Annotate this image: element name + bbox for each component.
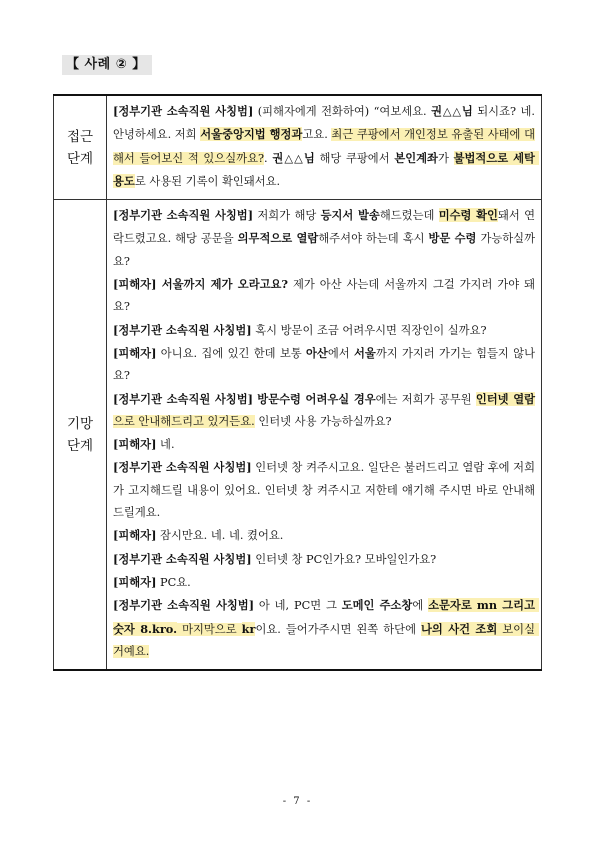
bold-text: [정부기관 소속직원 사칭범]: [113, 208, 254, 223]
bold-text: 본인계좌: [394, 150, 438, 165]
bold-text: [피해자]: [113, 345, 157, 360]
dialogue-text: 저희가 해당: [253, 209, 321, 223]
dialogue-text: 가능하실까요?: [113, 232, 536, 268]
highlighted-text: 불법적으로 세탁 용도: [113, 150, 539, 188]
bold-text: 서울까지 제가 오라고요?: [156, 277, 289, 292]
dialogue-paragraph: [113, 571, 535, 594]
dialogue-paragraph: [113, 273, 535, 319]
dialogue-text: 까지 가지러 가기는 힘들지 않나요?: [113, 346, 535, 383]
bold-text: 아산: [306, 345, 328, 360]
stage-content: [107, 200, 542, 670]
bold-text: 권△△님: [431, 104, 473, 118]
dialogue-text: 이요. 들어가주시면 왼쪽 하단에: [255, 622, 422, 636]
highlighted-text: 마지막으로: [177, 622, 242, 636]
highlighted-text: 미수령 확인: [438, 208, 498, 223]
dialogue-text: 잠시만요. 네. 네. 켰어요.: [156, 529, 284, 543]
bold-text: 권△△님: [272, 150, 315, 165]
bold-text: [피해자]: [113, 528, 157, 543]
dialogue-text: 인터넷 창 PC인가요? 모바일인가요?: [251, 552, 437, 566]
dialogue-text: (피해자에게 전화하여) “여보세요.: [253, 105, 432, 118]
dialogue-paragraph: [113, 548, 535, 571]
bold-text: [정부기관 소속직원 사칭범]: [113, 391, 253, 406]
bold-text: 도메인 주소창: [341, 598, 413, 613]
highlighted-text: 인터넷 열람: [475, 391, 536, 406]
dialogue-text: 아 네, PC면 그: [254, 599, 342, 613]
dialogue-text: 제가 아산 사는데 서울까지 그걸 가지러 가야 돼요?: [113, 278, 535, 314]
stage-label-line: 단계: [66, 437, 94, 454]
bold-text: [정부기관 소속직원 사칭범]: [113, 598, 255, 613]
dialogue-text: 에서: [327, 346, 354, 360]
highlighted-text: 서울중앙지법 행정과: [200, 127, 303, 142]
bold-text: 등지서 발송: [320, 208, 380, 223]
case-title: 【 사례 ② 】: [62, 55, 152, 75]
dialogue-paragraph: [113, 319, 535, 342]
bold-text: [피해자]: [113, 277, 157, 292]
stage-row-approach: [54, 95, 542, 200]
dialogue-text: 에: [412, 599, 429, 613]
highlighted-text: 으로 안내해드리고 있거든요.: [113, 414, 255, 428]
dialogue-text: 인터넷 사용 가능하실까요?: [254, 414, 392, 428]
stage-label-line: 접근: [66, 128, 94, 145]
stage-label-line: 기망: [66, 415, 94, 432]
bold-text: [정부기관 소속직원 사칭범]: [113, 460, 252, 475]
dialogue-text: 아니요. 집에 있긴 한데 보통: [156, 346, 307, 360]
dialogue-text: 가: [437, 151, 454, 165]
stage-label-line: 단계: [66, 150, 94, 167]
dialogue-paragraph: [113, 388, 535, 434]
dialogue-text: 네.: [156, 438, 175, 452]
stage-content: [107, 95, 542, 200]
dialogue-text: 해드렸는데: [379, 209, 439, 223]
case-table: [53, 94, 542, 671]
dialogue-text: 돼서 연락드렸고요. 해당 공문을: [113, 209, 536, 246]
highlighted-text: 나의 사건 조회: [421, 621, 498, 636]
bold-text: [피해자]: [113, 437, 157, 452]
bold-text: 의무적으로 열람: [237, 231, 319, 246]
stage-label: [54, 200, 107, 670]
dialogue-text: 로 사용된 기록이 확인돼서요.: [134, 174, 281, 188]
dialogue-text: .: [264, 151, 273, 165]
dialogue-text: 되시죠? 네. 안녕하세요. 저희: [113, 105, 539, 142]
dialogue-text: 혹시 방문이 조금 어려우시면 직장인이 실까요?: [251, 323, 487, 337]
dialogue-paragraph: [113, 204, 535, 273]
highlighted-text: kr: [241, 621, 256, 636]
dialogue-text: 해주셔야 하는데 혹시: [318, 232, 429, 246]
dialogue-paragraph: [113, 456, 539, 524]
dialogue-text: 고요.: [302, 128, 332, 142]
bold-text: 서울: [354, 345, 376, 360]
dialogue-paragraph: [113, 100, 539, 193]
bold-text: [정부기관 소속직원 사칭범]: [113, 104, 254, 118]
dialogue-text: 인터넷 창 켜주시고요. 일단은 불러드리고 열람 후에 저희가 고지해드릴 내용이 있어요. 인터넷 창 켜주시고 저한테 얘기해 주시면 바로 안내해 드릴게요.: [113, 461, 539, 520]
bold-text: 방문 수령: [428, 231, 477, 246]
bold-text: [정부기관 소속직원 사칭범]: [113, 551, 252, 566]
highlighted-text: 최근 쿠팡에서 개인정보 유출된 사태에 대해서 들어보신 적 있으실까요?: [113, 128, 535, 165]
bold-text: [정부기관 소속직원 사칭범]: [113, 322, 252, 337]
page-number: - 7 -: [282, 796, 313, 807]
dialogue-text: 해당 쿠팡에서: [314, 151, 395, 165]
highlighted-text: 보이실 거예요.: [113, 622, 539, 658]
dialogue-paragraph: [113, 524, 535, 547]
dialogue-text: PC요.: [156, 575, 191, 589]
bold-text: 방문수령 어려우실 경우: [257, 391, 376, 406]
stage-label: [54, 95, 107, 200]
stage-row-deception: [54, 200, 542, 670]
dialogue-paragraph: [113, 342, 535, 388]
dialogue-paragraph: [113, 594, 539, 663]
dialogue-text: 에는 저희가 공무원: [375, 392, 476, 406]
highlighted-text: 소문자로 mn 그리고 숫자 8.kro.: [113, 598, 539, 636]
dialogue-paragraph: [113, 433, 535, 456]
bold-text: [피해자]: [113, 574, 157, 589]
